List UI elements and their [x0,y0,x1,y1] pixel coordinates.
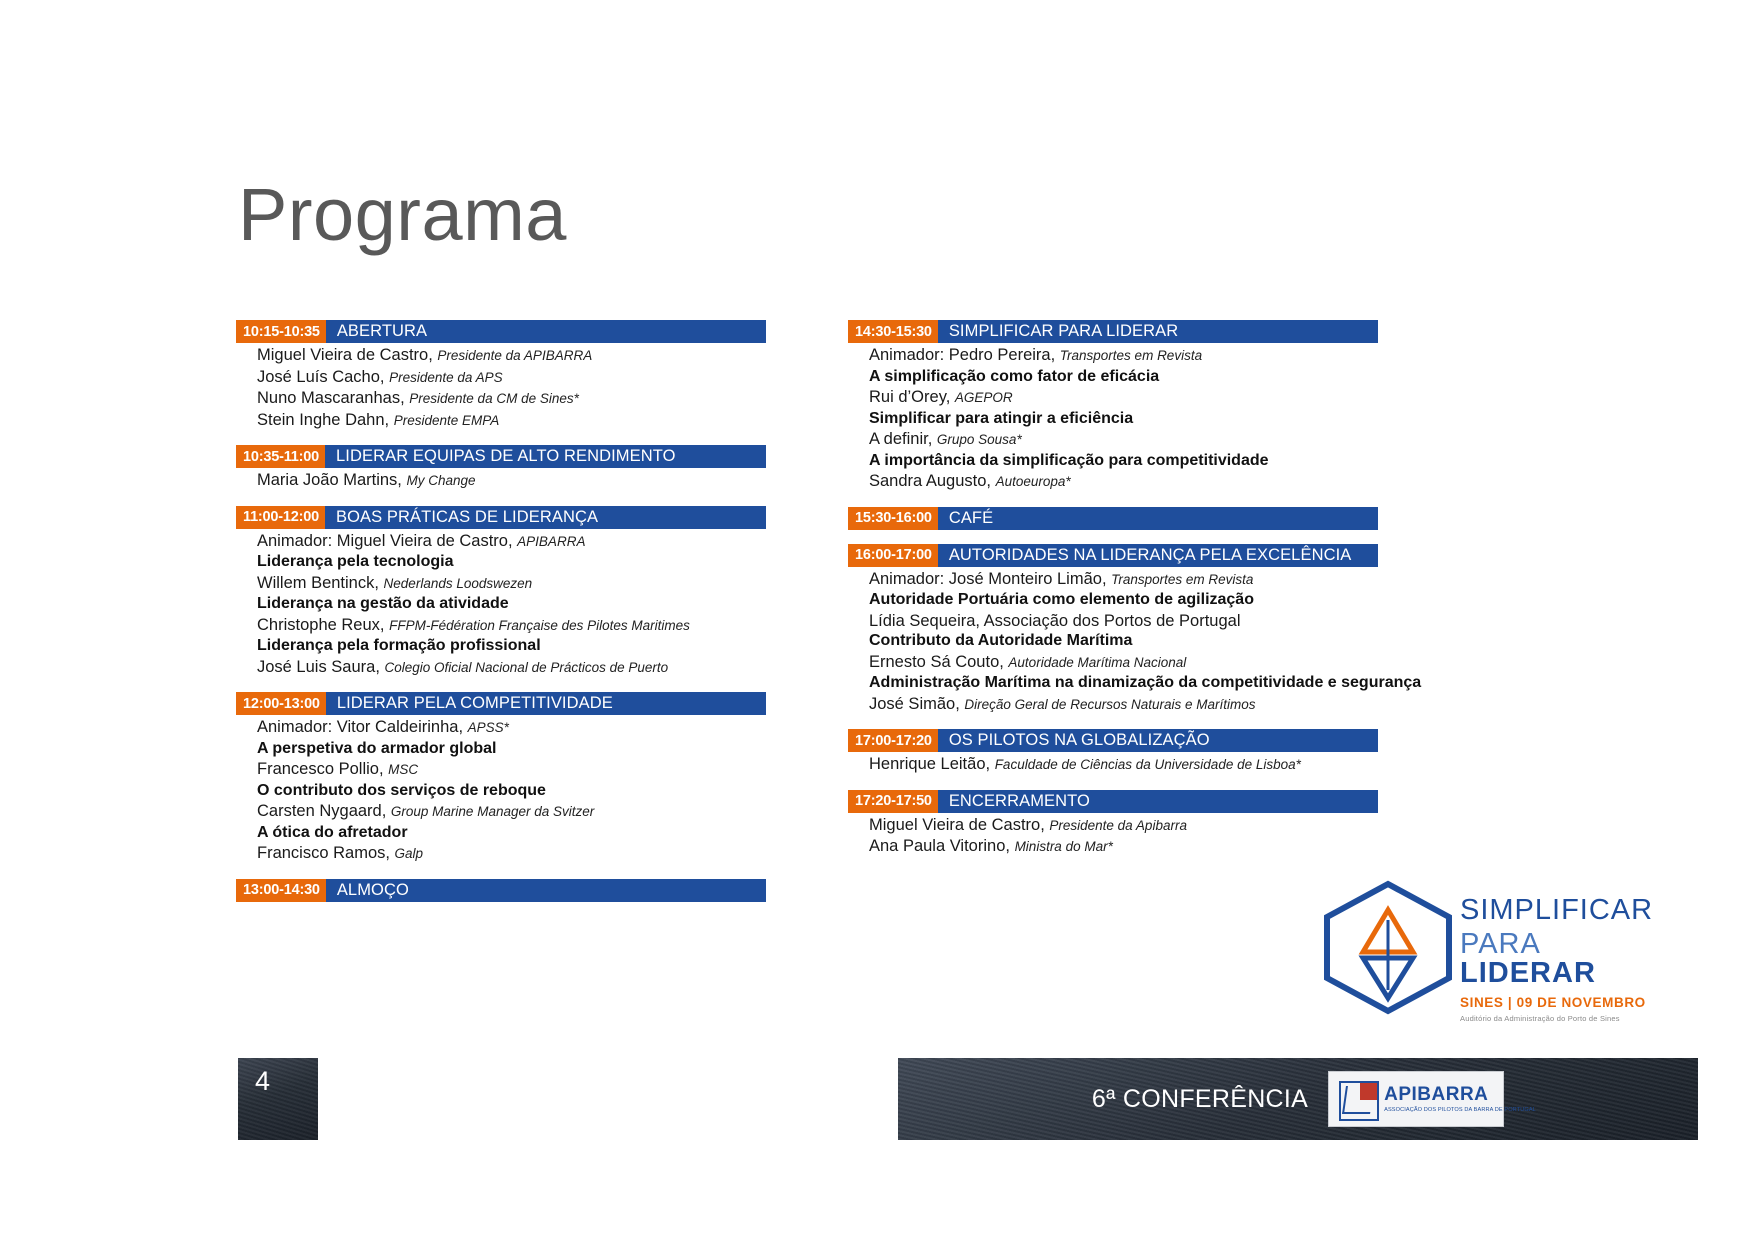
speaker-line [869,754,1378,776]
session-header-bar [848,507,1378,530]
session-title: LIDERAR EQUIPAS DE ALTO RENDIMENTO [325,445,766,468]
speaker-affiliation: FFPM-Fédération Française des Pilotes Maritimes [389,617,690,633]
speaker-affiliation: Group Marine Manager da Svitzer [390,804,595,819]
speaker-affiliation: My Change [406,473,476,488]
logo-line-1: SIMPLIFICAR [1460,894,1654,926]
session-time: 15:30-16:00 [848,507,938,530]
session-content [236,468,766,492]
apibarra-logo-name: APIBARRA [1384,1083,1489,1105]
speaker-affiliation: Autoeuropa* [995,474,1071,489]
speaker-line [869,815,1378,837]
session-time: 16:00-17:00 [848,544,938,567]
speaker-line [869,694,1378,716]
hexagon-logo-icon [1318,880,1458,1015]
speaker-line [257,573,766,595]
speaker-affiliation: Faculdade de Ciências da Universidade de Lisboa* [994,757,1301,772]
speaker-name: Francisco Ramos, [257,844,390,862]
logo-line-4: Auditório da Administração do Porto de Sines [1460,1013,1620,1023]
program-session [236,692,766,865]
speaker-name: Ana Paula Vitorino, [869,837,1010,855]
speaker-line [869,652,1378,674]
speaker-name: Carsten Nygaard, [257,802,387,820]
speaker-line [257,367,766,389]
speaker-affiliation: Direção Geral de Recursos Naturais e Marítimos [964,696,1256,712]
speaker-name: Maria João Martins, [257,471,402,489]
speaker-name: Miguel Vieira de Castro, [257,346,433,364]
session-time: 11:00-12:00 [236,506,325,529]
session-header-bar [236,445,766,468]
talk-title: Liderança na gestão da atividade [257,595,509,612]
apibarra-logo [1328,1071,1536,1127]
session-time: 17:00-17:20 [848,729,938,752]
program-session [236,506,766,679]
speaker-name: Stein Inghe Dahn, [257,410,390,429]
session-content [236,343,766,431]
program-session [236,445,766,492]
speaker-line [869,387,1378,409]
speaker-affiliation: Ministra do Mar* [1014,839,1113,854]
speaker-name: Animador: Vitor Caldeirinha, [257,718,464,736]
speaker-affiliation: Galp [394,846,424,861]
speaker-name: Francesco Pollio, [257,760,384,778]
session-title: OS PILOTOS NA GLOBALIZAÇÃO [938,729,1378,752]
talk-title: Liderança pela tecnologia [257,553,454,570]
event-logo [1318,880,1678,1023]
speaker-name: Rui d’Orey, [869,388,951,406]
speaker-affiliation: Autoridade Marítima Nacional [1008,654,1187,670]
session-content [848,752,1378,776]
session-header-bar [236,692,766,715]
page-title: Programa [238,173,567,256]
speaker-affiliation: Transportes em Revista [1111,571,1254,587]
speaker-affiliation: MSC [388,762,419,777]
speaker-name: Animador: José Monteiro Limão, [869,569,1107,588]
speaker-affiliation: APIBARRA [517,533,586,549]
talk-title: O contributo dos serviços de reboque [257,781,546,799]
speaker-name: Lídia Sequeira, Associação dos Portos de Portugal [869,611,1241,630]
program-session [848,320,1378,493]
talk-title: A simplificação como fator de eficácia [869,367,1160,385]
talk-title: A perspetiva do armador global [257,739,497,757]
speaker-line [257,531,766,553]
speaker-affiliation: AGEPOR [954,390,1013,405]
logo-line-3: SINES | 09 DE NOVEMBRO [1460,995,1646,1010]
speaker-name: A definir, [869,430,933,448]
speaker-line [869,471,1378,493]
talk-title: Liderança pela formação profissional [257,637,541,654]
session-title: LIDERAR PELA COMPETITIVIDADE [326,692,766,715]
session-time: 14:30-15:30 [848,320,938,343]
speaker-affiliation: Presidente EMPA [393,412,500,428]
session-header-bar [236,320,766,343]
speaker-name: Sandra Augusto, [869,472,992,490]
session-title: CAFÉ [938,507,1378,530]
speaker-affiliation: Nederlands Loodswezen [383,575,533,591]
program-session [848,507,1378,530]
speaker-name: Miguel Vieira de Castro, [869,815,1045,834]
speaker-name: Ernesto Sá Couto, [869,652,1004,671]
speaker-name: José Luís Cacho, [257,367,385,386]
program-session [848,729,1378,776]
speaker-name: José Simão, [869,694,960,713]
program-session [236,879,766,902]
speaker-affiliation: Grupo Sousa* [936,432,1022,447]
talk-title: A ótica do afretador [257,823,408,841]
session-title: SIMPLIFICAR PARA LIDERAR [938,320,1378,343]
speaker-line [869,836,1378,858]
speaker-line [257,657,766,679]
session-title: ENCERRAMENTO [938,790,1378,813]
speaker-name: Nuno Mascaranhas, [257,389,405,407]
session-header-bar [848,729,1378,752]
speaker-line [257,470,766,492]
footer-conference-label: 6ª CONFERÊNCIA [1091,1084,1309,1113]
speaker-name: Willem Bentinck, [257,573,379,592]
session-title: ALMOÇO [326,879,766,902]
speaker-line [869,569,1378,591]
speaker-name: José Luis Saura, [257,657,380,676]
talk-title: Contributo da Autoridade Marítima [869,632,1133,649]
footer-bar [898,1058,1698,1140]
talk-title: Administração Marítima na dinamização da competitividade e segurança [869,674,1422,691]
speaker-affiliation: Presidente da CM de Sines* [409,391,579,406]
session-header-bar [848,544,1378,567]
speaker-line [257,759,766,781]
apibarra-mark-icon [1335,1077,1379,1121]
program-session [848,544,1422,716]
speaker-line [869,345,1378,367]
speaker-line [257,843,766,865]
session-content [236,715,766,865]
footer-page-number [238,1058,318,1140]
session-header-bar [236,506,766,529]
program-column-right [848,320,1422,872]
program-column-left [236,320,766,916]
speaker-affiliation: Presidente da APIBARRA [437,348,593,363]
apibarra-logo-subtitle: ASSOCIAÇÃO DOS PILOTOS DA BARRA DE PORTUGAL [1384,1106,1536,1113]
speaker-line [257,410,766,432]
session-time: 13:00-14:30 [236,879,326,902]
session-title: BOAS PRÁTICAS DE LIDERANÇA [325,506,766,529]
session-time: 10:15-10:35 [236,320,326,343]
speaker-line [257,615,766,637]
session-time: 12:00-13:00 [236,692,326,715]
program-session [848,790,1378,858]
talk-title: Simplificar para atingir a eficiência [869,409,1134,427]
session-content [236,529,766,679]
logo-line-2-bold: LIDERAR [1460,957,1596,989]
talk-title: Autoridade Portuária como elemento de agilização [869,591,1254,608]
speaker-affiliation: Transportes em Revista [1059,348,1203,363]
logo-line-2-thin: PARA [1460,928,1540,960]
talk-title: A importância da simplificação para competitividade [869,451,1269,469]
session-content [848,343,1378,493]
session-content [848,813,1378,858]
speaker-affiliation: Colegio Oficial Nacional de Prácticos de Puerto [384,659,669,675]
speaker-line [869,429,1378,451]
session-header-bar [236,879,766,902]
speaker-affiliation: Presidente da Apibarra [1049,817,1187,833]
session-header-bar [848,790,1378,813]
speaker-line [257,717,766,739]
session-time: 10:35-11:00 [236,445,325,468]
speaker-line [257,801,766,823]
speaker-name: Henrique Leitão, [869,755,991,773]
speaker-affiliation: Presidente da APS [389,369,503,385]
session-time: 17:20-17:50 [848,790,938,813]
program-session [236,320,766,431]
speaker-line [869,611,1378,632]
session-title: ABERTURA [326,320,766,343]
speaker-name: Christophe Reux, [257,615,385,634]
speaker-affiliation: APSS* [467,720,509,735]
page-number-value: 4 [255,1066,271,1096]
speaker-line [257,345,766,367]
speaker-line [257,388,766,410]
speaker-name: Animador: Pedro Pereira, [869,346,1056,364]
session-content [848,567,1422,716]
session-title: AUTORIDADES NA LIDERANÇA PELA EXCELÊNCIA [938,544,1378,567]
speaker-name: Animador: Miguel Vieira de Castro, [257,531,513,550]
session-header-bar [848,320,1378,343]
